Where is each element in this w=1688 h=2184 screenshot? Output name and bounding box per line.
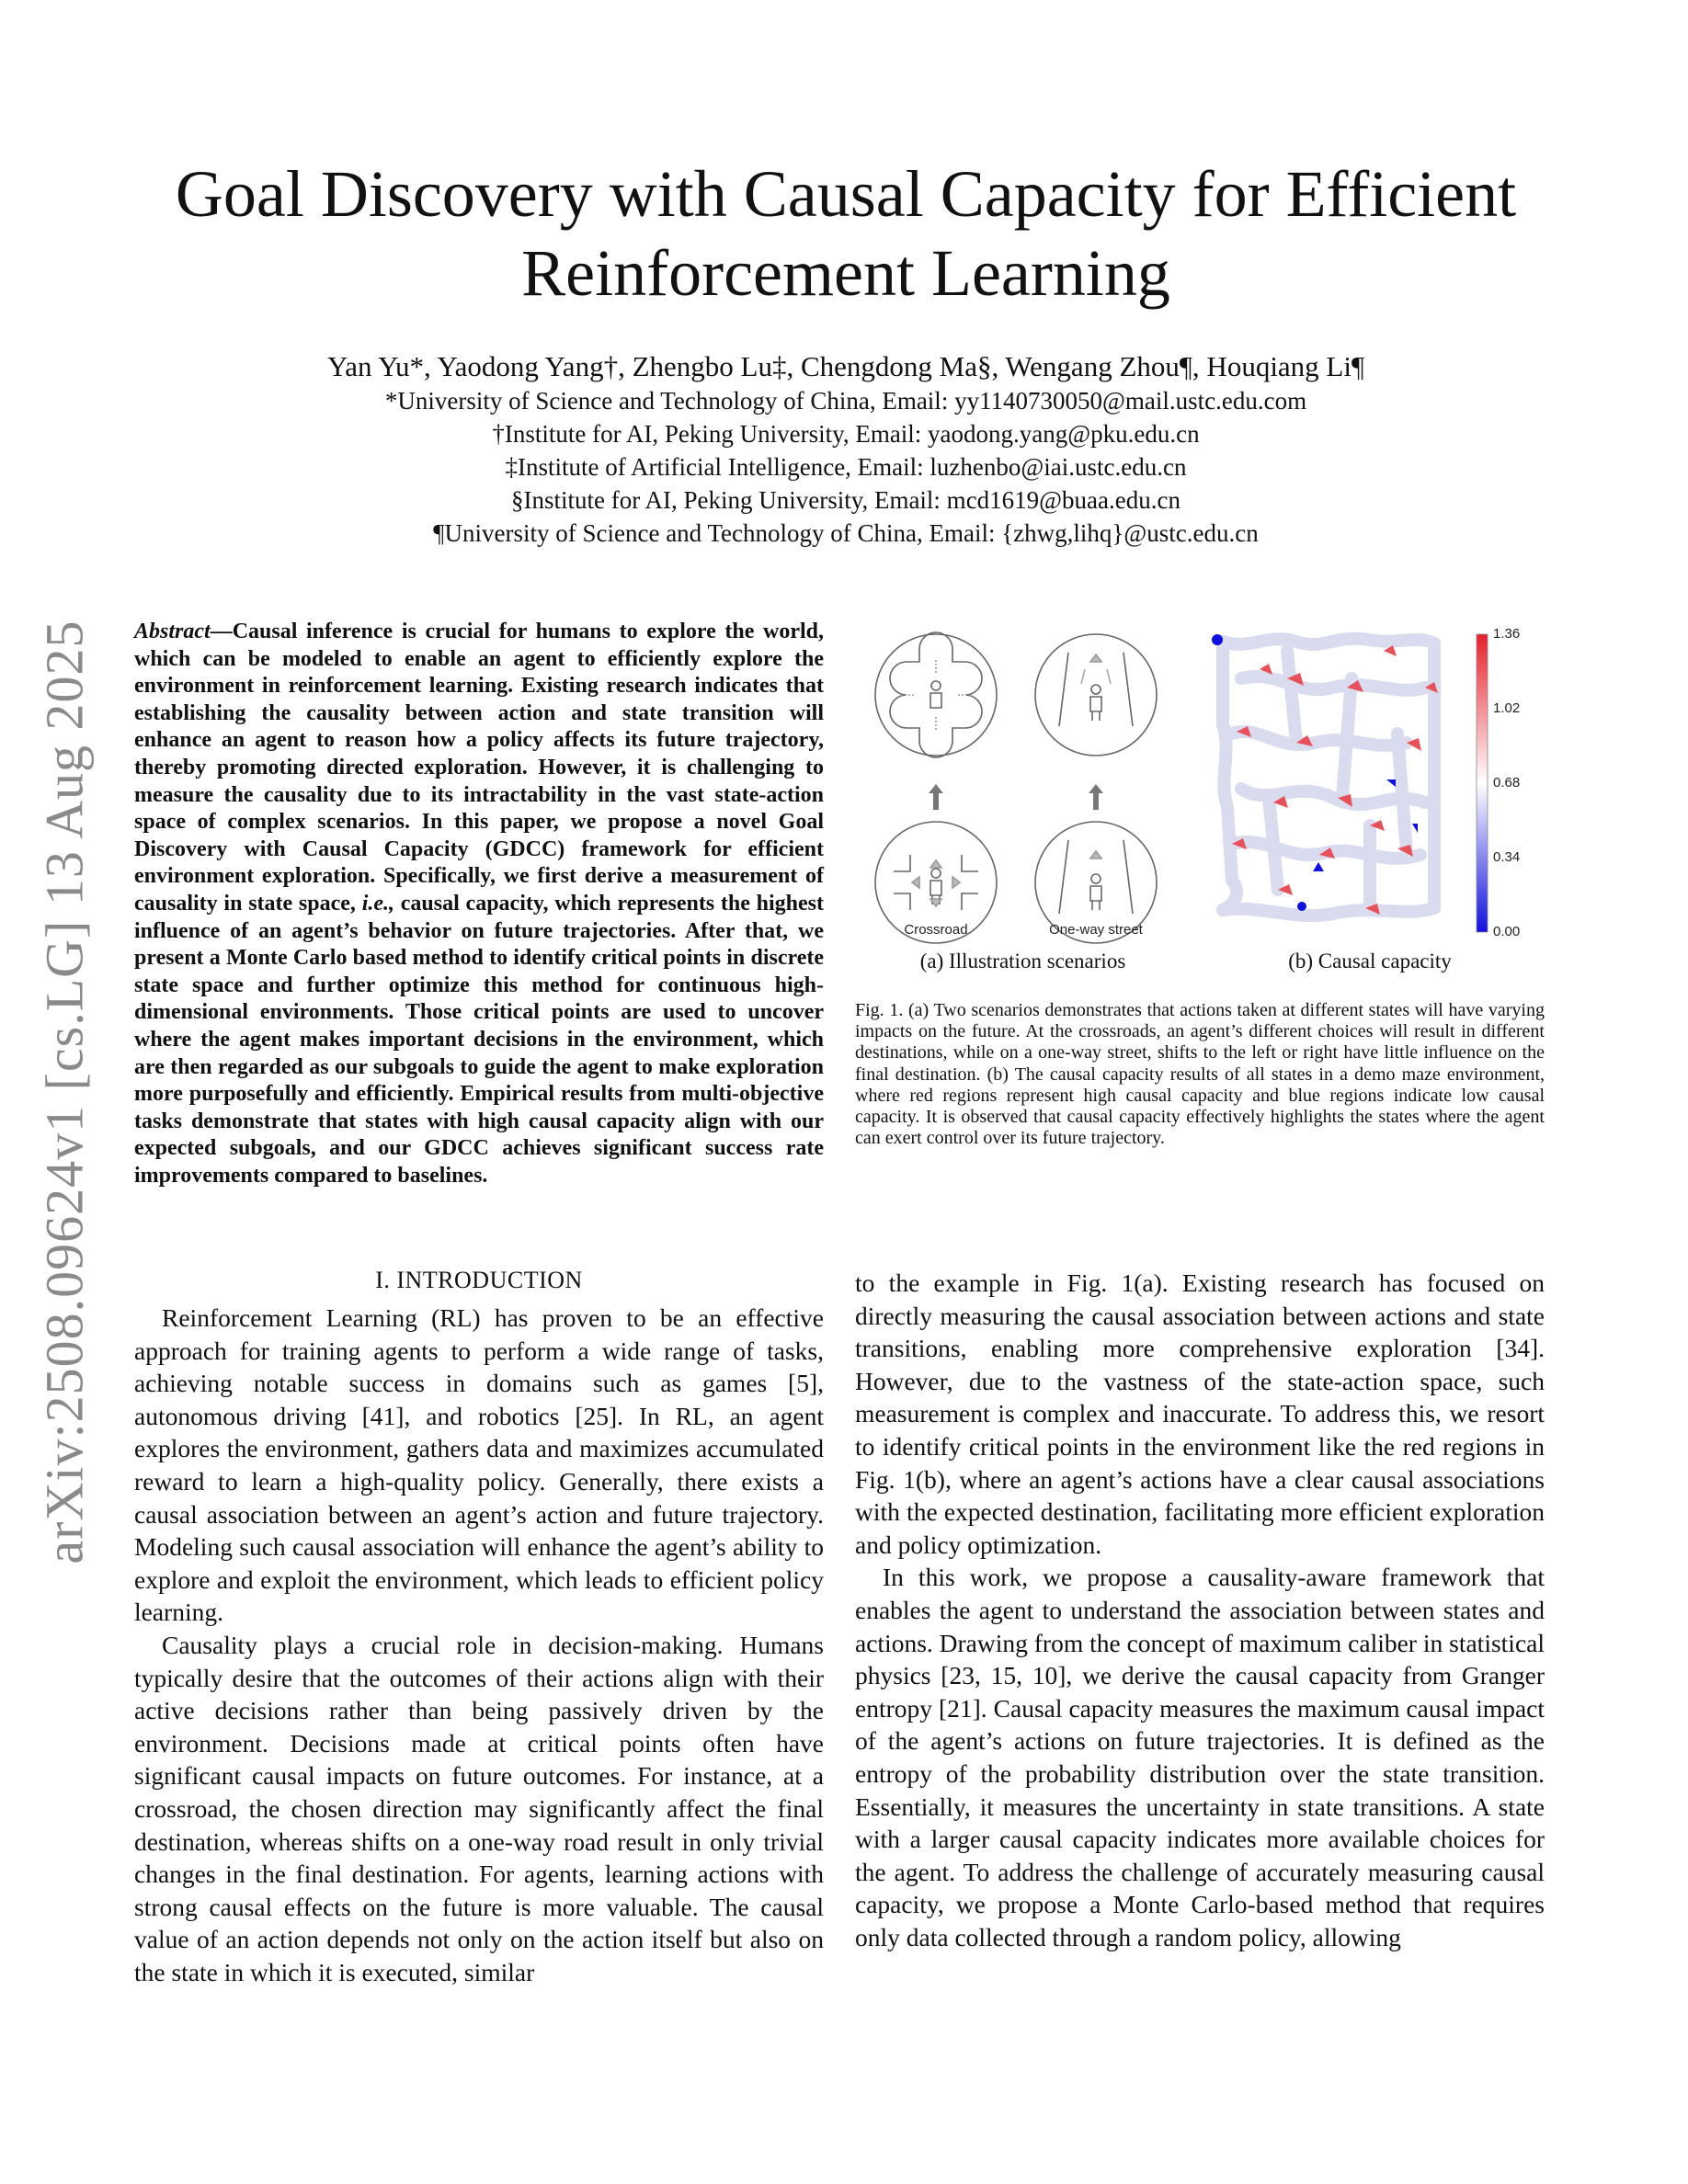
arxiv-stamp — [28, 597, 101, 1586]
figure-1-graphic — [855, 614, 1545, 954]
colorbar-tick-4: 0.34 — [1493, 849, 1521, 865]
author-list: Yan Yu*, Yaodong Yang†, Zhengbo Lu‡, Chengdong Ma§, Wengang Zhou¶, Houqiang Li¶ — [326, 350, 1365, 382]
abstract-text-2: causal capacity, which represents the highest influence of an agent’s behavior on future trajectories. After that, we present a Monte Carlo based method to identify critical points in discrete state space and further optimize this method for continuous high-dimensional environments. Those critical points are used to uncover where the agent makes important decisions in the environment, which are then regarded as our subgoals to guide the agent to make exploration more purposefully and efficiently. Empirical results from multi-objective tasks demonstrate that states with high causal capacity align with our expected subgoals, and our GDCC achieves significant success rate improvements compared to baselines. — [134, 891, 824, 1188]
crossroad-label: Crossroad — [904, 922, 968, 938]
colorbar-tick-5: 0.00 — [1493, 924, 1521, 939]
abstract-text-1: —Causal inference is crucial for humans to explore the world, which can be modeled to enable an agent to efficiently explore the environment in reinforcement learning. Existing research indicates that establishing the causality between action and state transition will enhance an agent to reason how a policy affects its future trajectory, thereby promoting directed exploration. However, it is challenging to measure the causality due to its intractability in the vast state-action space of complex scenarios. In this paper, we propose a novel Goal Discovery with Causal Capacity (GDCC) framework for efficient environment exploration. Specifically, we first derive a measurement of causality in state space, — [134, 620, 824, 916]
affiliation-4: §Institute for AI, Peking University, Email: mcd1619@buaa.edu.cn — [511, 486, 1180, 514]
paper-title: Goal Discovery with Causal Capacity for Efficient Reinforcement Learning — [175, 157, 1517, 310]
one-way-after-diagram — [1035, 634, 1157, 756]
colorbar-tick-1: 1.36 — [1493, 626, 1521, 642]
transition-arrow-icon-2 — [1089, 784, 1103, 810]
one-way-label: One-way street — [1049, 922, 1143, 938]
affiliation-5: ¶University of Science and Technology of China, Email: {zhwg,lihq}@ustc.edu.cn — [433, 519, 1259, 547]
intro-right-column — [855, 1267, 1545, 1953]
section-heading-introduction: I. INTRODUCTION — [375, 1267, 583, 1293]
paragraph: In this work, we propose a causality-aware framework that enables the agent to understand the association between states and actions. Drawing from the concept of maximum caliber in statistical physics [23, 15, 10], we derive the causal capacity from Granger entropy [21]. Causal capacity measures the maximum causal impact of the agent’s actions on future trajectories. It is defined as the entropy of the probability distribution over the state transition. Essentially, it measures the uncertainty in state transitions. A state with a larger causal capacity indicates more available choices for the agent. To address the challenge of accurately measuring causal capacity, we propose a Monte Carlo-based method that requires only data collected through a random policy, allowing — [855, 1563, 1545, 1951]
paragraph: to the example in Fig. 1(a). Existing research has focused on directly measuring the causal association between actions and state transitions, enabling more comprehensive exploration [34]. However, due to the vastness of the state-action space, such measurement is complex and inaccurate. To address this, we resort to identify critical points in the environment like the red regions in Fig. 1(b), where an agent’s actions have a clear causal associations with the expected destination, facilitating more efficient exploration and policy optimization. — [855, 1268, 1545, 1559]
colorbar — [1477, 626, 1520, 939]
colorbar-tick-2: 1.02 — [1493, 700, 1521, 716]
crossroad-after-diagram — [875, 632, 997, 757]
causal-capacity-maze — [1212, 634, 1442, 921]
figure-caption: Fig. 1. (a) Two scenarios demonstrates that actions taken at different states will have varying impacts on the future. At the crossroads, an agent’s different choices will result in different destinations, while on a one-way street, shifts to the left or right have little influence on the final destination. (b) The causal capacity results of all states in a demo maze environment, where red regions represent high causal capacity and blue regions indicate low causal capacity. It is observed that causal capacity effectively highlights the states where the agent can exert control over its future trajectory. — [855, 1000, 1545, 1149]
intro-left-column — [134, 1302, 824, 1988]
arxiv-id-text: arXiv:2508.09624v1 [cs.LG] 13 Aug 2025 — [34, 619, 95, 1564]
affiliation-2: †Institute for AI, Peking University, Email: yaodong.yang@pku.edu.cn — [492, 420, 1200, 448]
affiliation-3: ‡Institute of Artificial Intelligence, Email: luzhenbo@iai.ustc.edu.cn — [505, 453, 1187, 481]
paragraph: Causality plays a crucial role in decision-making. Humans typically desire that the outcomes of their actions align with their active decisions rather than being passively driven by the environment. Decisions made at critical points often have significant causal impacts on future outcomes. For instance, at a crossroad, the chosen direction may significantly affect the final destination, whereas shifts on a one-way road result in only trivial changes in the final destination. For agents, learning actions with strong causal effects on the future is more valuable. The causal value of an action depends not only on the action itself but also on the state in which it is executed, similar — [134, 1630, 824, 1986]
subcaption-b: (b) Causal capacity — [1288, 950, 1452, 973]
subcaption-a: (a) Illustration scenarios — [919, 950, 1126, 973]
colorbar-tick-3: 0.68 — [1493, 775, 1521, 791]
abstract-ie: i.e., — [361, 891, 395, 916]
abstract-label: Abstract — [134, 620, 211, 643]
paragraph: Reinforcement Learning (RL) has proven to be an effective approach for training agents to perform a wide range of tasks, achieving notable success in domains such as games [5], autonomous driving [41], and robotics [25]. In RL, an agent explores the environment, gathers data and maximizes accumulated reward to learn a high-quality policy. Generally, there exists a causal association between an agent’s action and future trajectory. Modeling such causal association will enhance the agent’s ability to explore and exploit the environment, which leads to efficient policy learning. — [134, 1303, 824, 1627]
transition-arrow-icon — [929, 784, 943, 810]
abstract — [134, 619, 824, 1189]
affiliation-1: *University of Science and Technology of China, Email: yy1140730050@mail.ustc.edu.com — [384, 387, 1307, 415]
